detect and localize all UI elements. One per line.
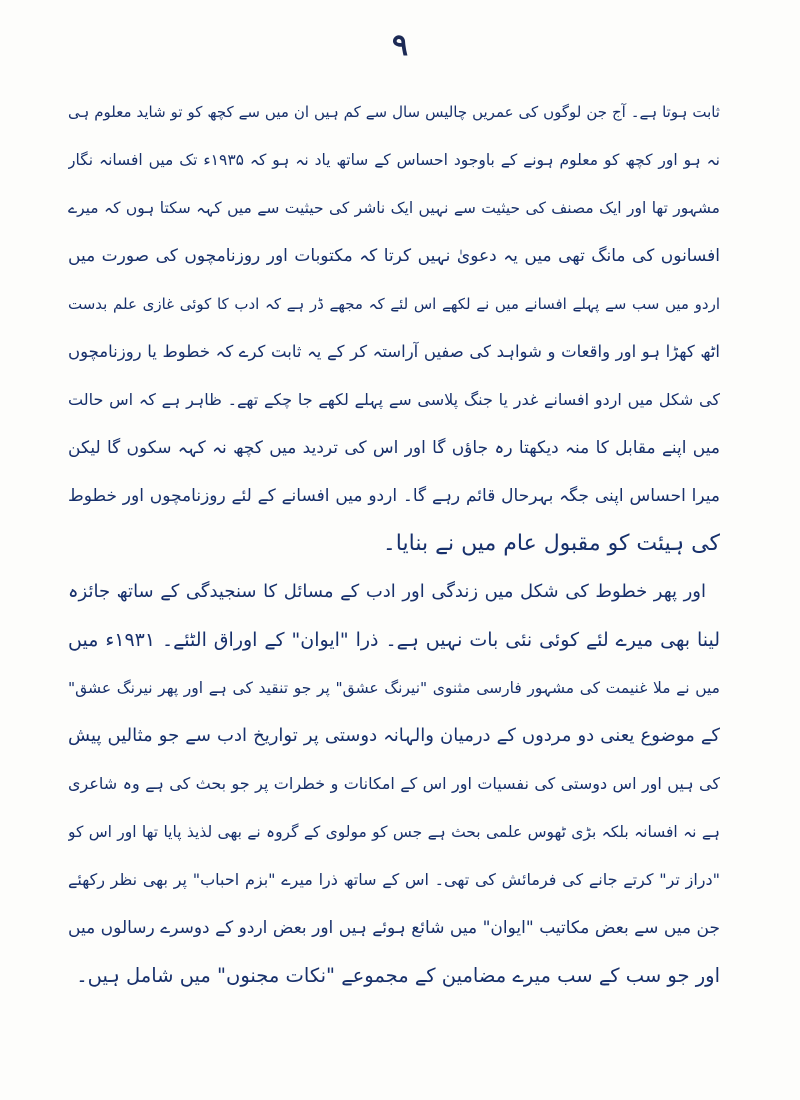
text-line: نہ ہو اور کچھ کو معلوم ہونے کے باوجود احساس کے ساتھ یاد نہ ہو کہ ۱۹۳۵ء تک میں افسانہ نگار	[68, 151, 720, 169]
text-line: کی ہیں اور اس دوستی کی نفسیات اور اس کے امکانات و خطرات پر جو بحث کی ہے وہ شاعری	[68, 774, 720, 793]
text-line: کے موضوع یعنی دو مردوں کے درمیان والہانہ دوستی پر تواریخ ادب سے جو مثالیں پیش	[68, 725, 720, 746]
text-line: لینا بھی میرے لئے کوئی نئی بات نہیں ہے۔ ذرا "ایوان" کے اوراق الٹئے۔ ۱۹۳۱ء میں	[68, 629, 720, 651]
text-line: جن میں سے بعض مکاتیب "ایوان" میں شائع ہوئے ہیں اور بعض اردو کے دوسرے رسالوں میں	[68, 918, 720, 938]
body-text	[68, 88, 720, 1000]
text-line: کی ہیئت کو مقبول عام میں نے بنایا۔	[382, 531, 720, 556]
text-line: میرا احساس اپنی جگہ بہرحال قائم رہے گا۔ اردو میں افسانے کے لئے روزنامچوں اور خطوط	[68, 486, 720, 506]
text-line: اٹھ کھڑا ہو اور واقعات و شواہد کی صفیں آراستہ کر کے یہ ثابت کرے کہ خطوط یا روزنامچوں	[68, 342, 720, 361]
text-line: اردو میں سب سے پہلے افسانے میں نے لکھے اس لئے کہ مجھے ڈر ہے کہ ادب کا کوئی غازی علم بدست	[68, 295, 720, 313]
text-line: اور پھر خطوط کی شکل میں زندگی اور ادب کے مسائل کا سنجیدگی کے ساتھ جائزہ	[68, 581, 706, 602]
page-number: ۹	[391, 28, 409, 63]
text-line: میں اپنے مقابل کا منہ دیکھتا رہ جاؤں گا اور اس کی تردید میں کچھ نہ کہہ سکوں گا لیکن	[68, 438, 720, 458]
text-line: میں نے ملا غنیمت کی مشہور فارسی مثنوی "نیرنگ عشق" پر جو تنقید کی ہے اور پھر نیرنگ عشق"	[68, 679, 720, 697]
text-line: "دراز تر" کرتے جانے کی فرمائش کی تھی۔ اس کے ساتھ ذرا میرے "بزم احباب" پر بھی نظر رکھئے	[68, 870, 720, 889]
text-line: ثابت ہوتا ہے۔ آج جن لوگوں کی عمریں چالیس سال سے کم ہیں ان میں سے کچھ کو تو شاید معلوم ہی	[68, 103, 720, 121]
text-line: افسانوں کی مانگ تھی میں یہ دعویٰ نہیں کرتا کہ مکتوبات اور روزنامچوں کی صورت میں	[68, 246, 720, 266]
text-line: کی شکل میں اردو افسانے غدر یا جنگ پلاسی سے پہلے لکھے جا چکے تھے۔ ظاہر ہے کہ اس حالت	[68, 390, 720, 409]
text-line: مشہور تھا اور ایک مصنف کی حیثیت سے نہیں ایک ناشر کی حیثیت سے میں کہہ سکتا ہوں کہ میرے	[68, 199, 720, 217]
text-line: ہے نہ افسانہ بلکہ بڑی ٹھوس علمی بحث ہے جس کو مولوی کے گروہ نے بھی لذیذ پایا تھا اور اس کو	[68, 823, 720, 841]
text-line: اور جو سب کے سب میرے مضامین کے مجموعے "نکات مجنوں" میں شامل ہیں۔	[76, 964, 720, 987]
